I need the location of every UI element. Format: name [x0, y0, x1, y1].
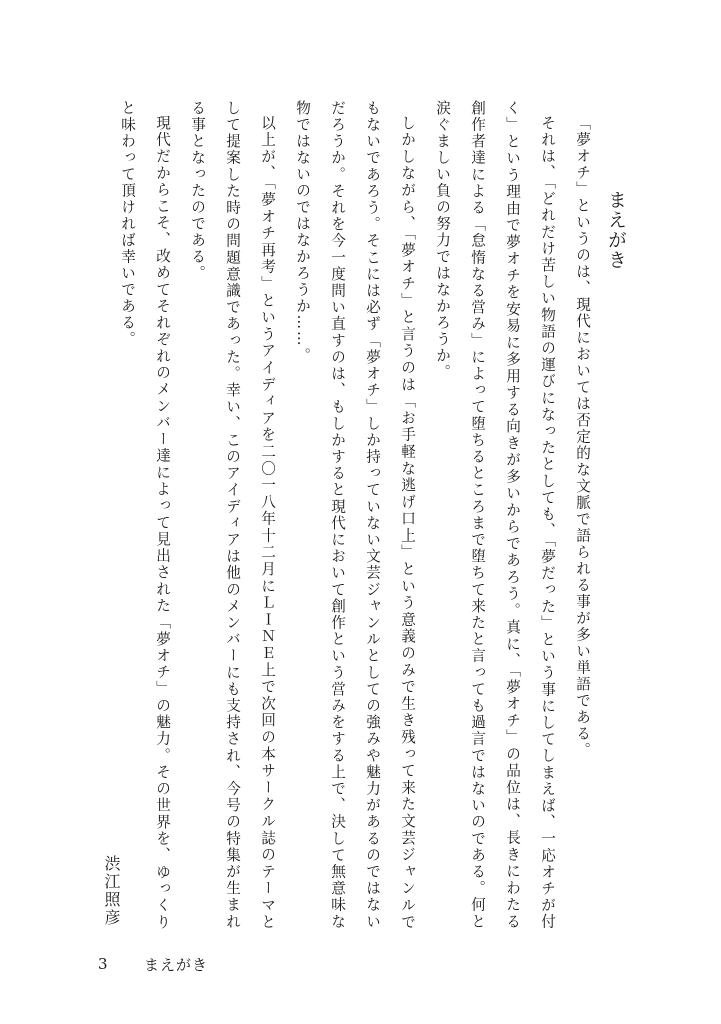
paragraph: 以上が、「夢オチ再考」というアイディアを二〇一八年十二月にＬＩＮＥ上で次回の本サークル誌のテーマとして提案した時の問題意識であった。幸い、このアイディアは他のメンバーにも支持され、今号の特集が生まれる事となったのである。 — [189, 100, 276, 930]
running-head: まえがき — [144, 955, 209, 974]
paragraph: 「夢オチ」というのは、現代においては否定的な文脈で語られる事が多い単語である。 — [574, 114, 591, 759]
paragraph: それは、「どれだけ苦しい物語の運びになったとしても、「夢だった」という事にしてしまえば、一応オチが付く」という理由で夢オチを安易に多用する向きが多いからであろう。真に、「夢オチ」の品位は、長きにわたる創作者達による「怠惰なる営み」によって堕ちるところまで堕ちて来たと言っても過言ではないのである。何と涙ぐましい負の努力ではなかろうか。 — [434, 100, 556, 930]
paragraph: 現代だからこそ、改めてそれぞれのメンバー達によって見出された「夢オチ」の魅力。その世界を、ゆっくりと味わって頂ければ幸いである。 — [119, 100, 171, 930]
preface-body — [119, 100, 600, 930]
author-signature: 渋江照彦 — [102, 855, 121, 927]
page-number: 3 — [98, 955, 108, 973]
page-title: まえがき — [605, 190, 627, 270]
page-footer — [98, 953, 208, 975]
paragraph: しかしながら、「夢オチ」と言うのは「お手軽な逃げ口上」という意義のみで生き残って来た文芸ジャンルでもないであろう。そこには必ず「夢オチ」しか持っていない文芸ジャンルとしての強みや魅力があるのではないだろうか。それを今一度問い直すのは、もしかすると現代において創作という営みをする上で、決して無意味な物ではないのではなかろうか……。 — [294, 100, 416, 930]
